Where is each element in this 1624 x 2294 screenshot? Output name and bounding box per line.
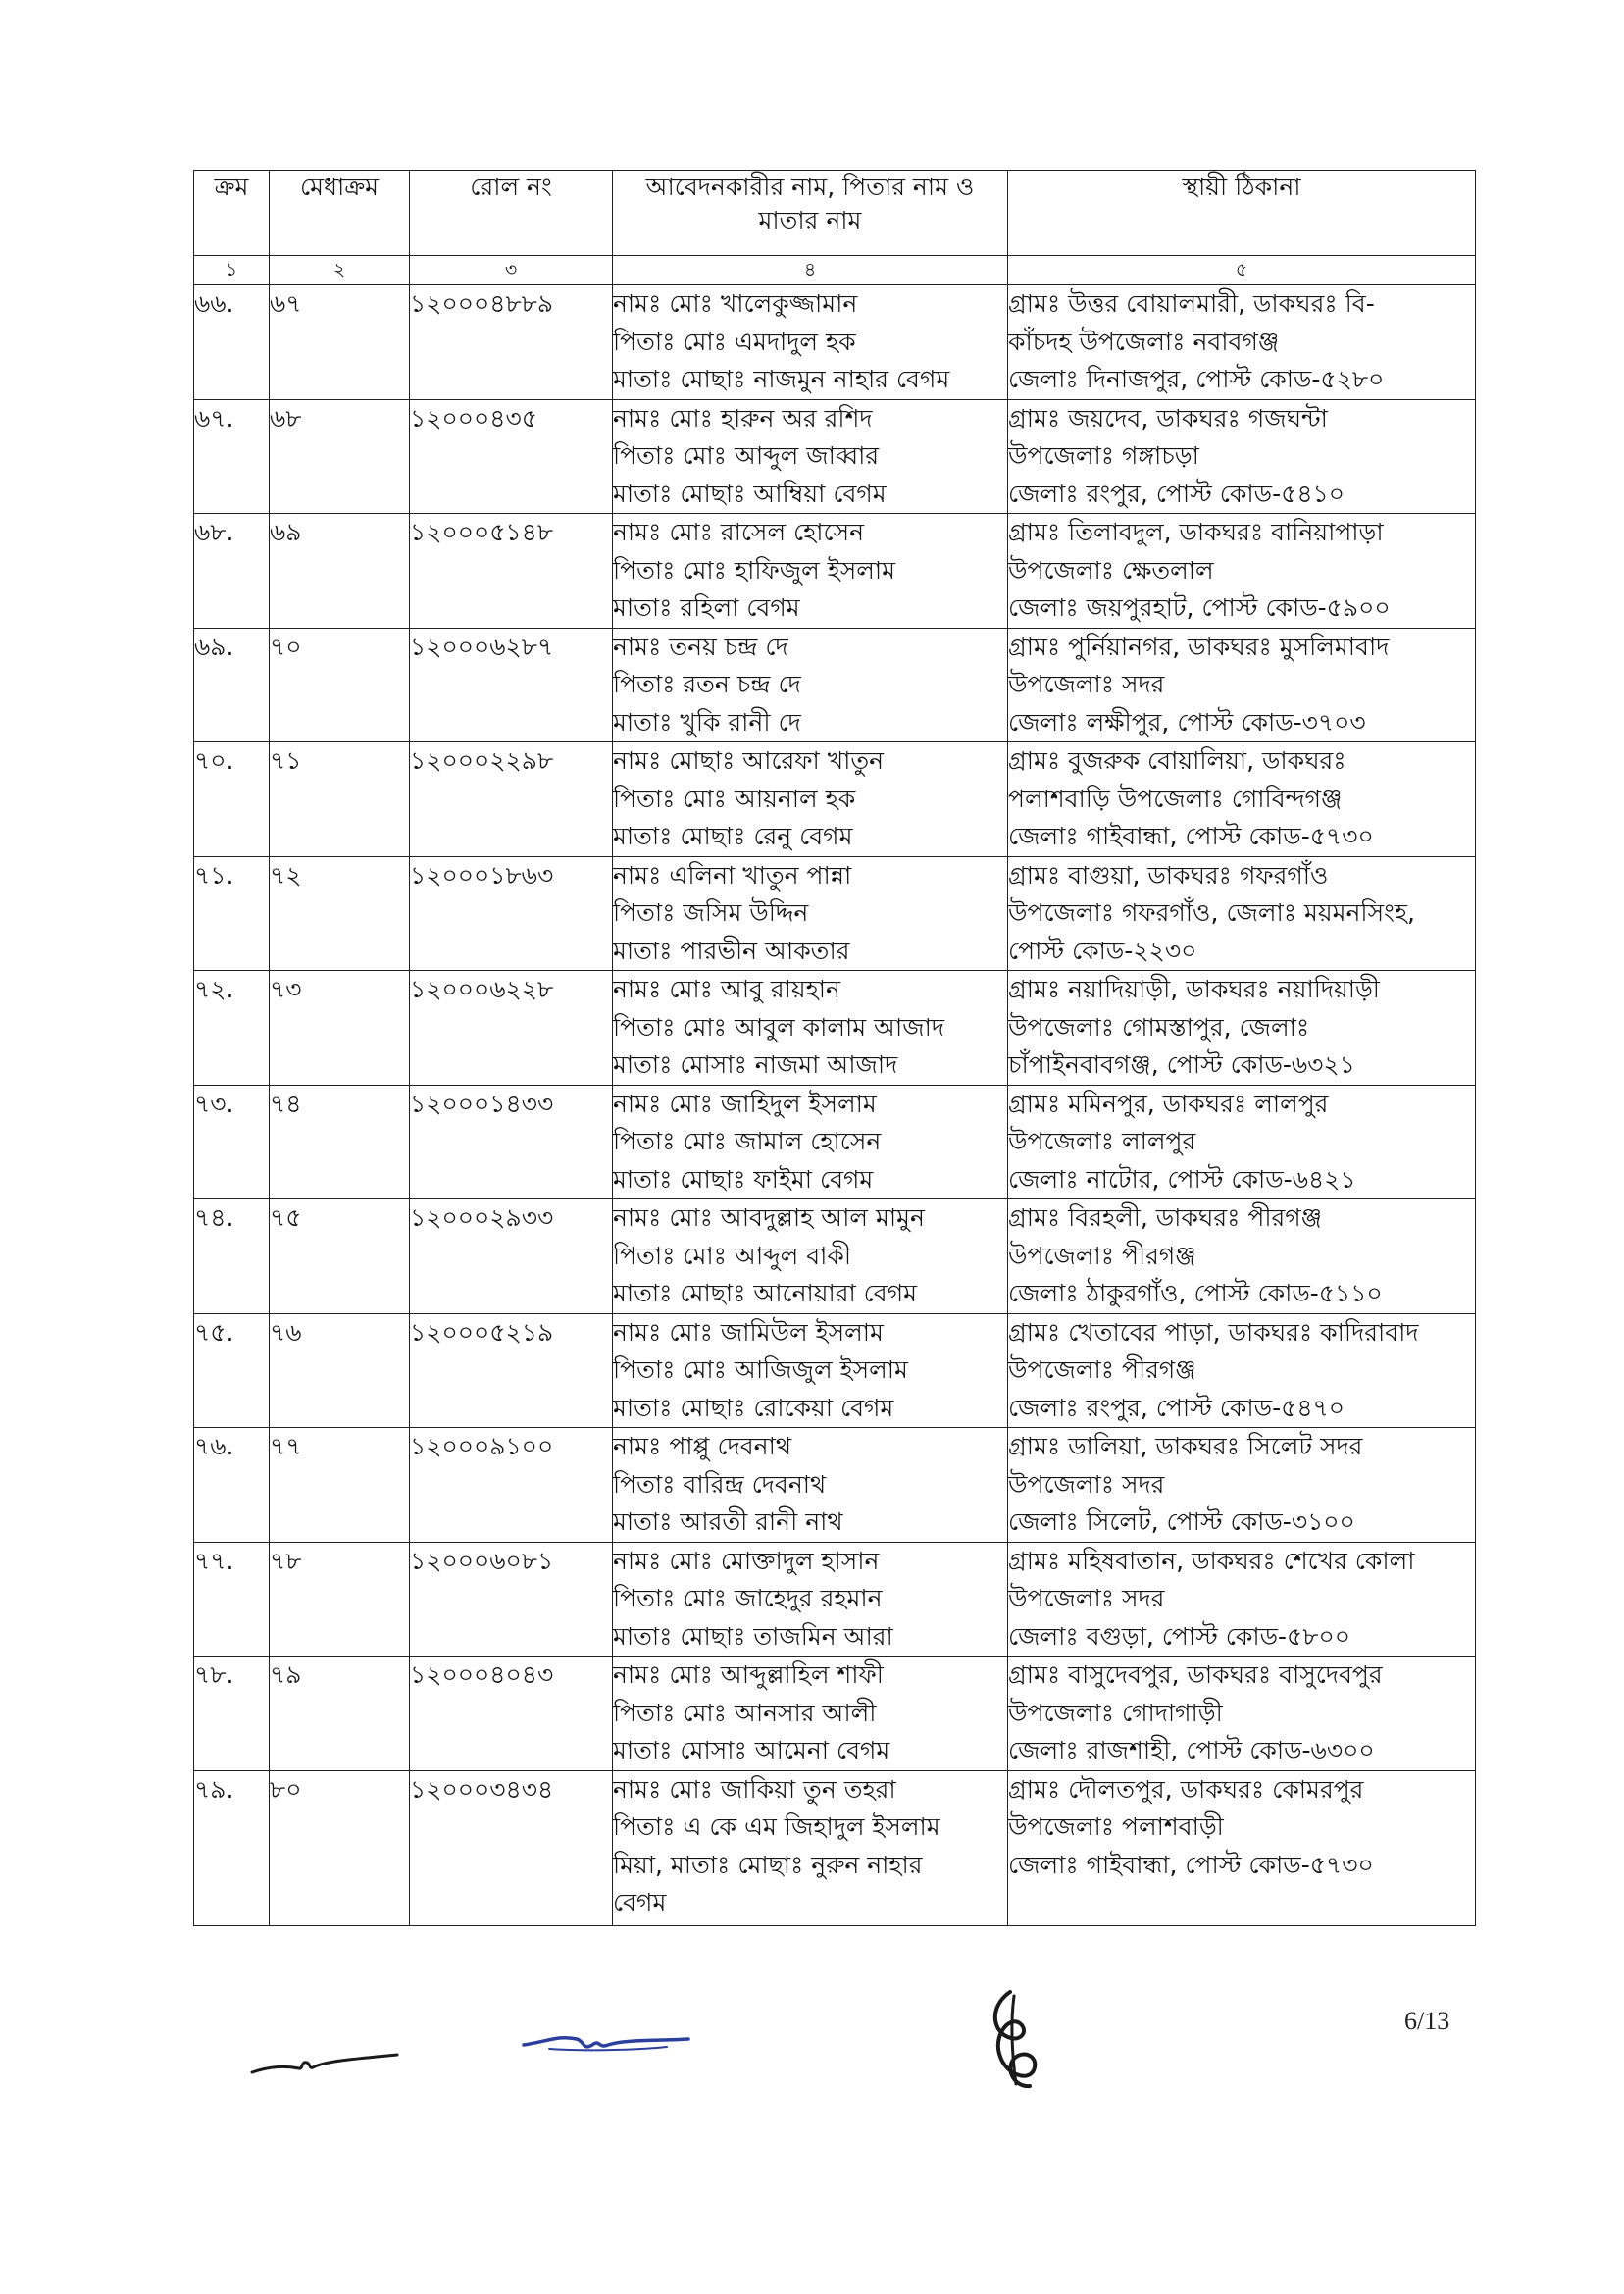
address-cell — [1008, 1542, 1476, 1657]
name-cell — [613, 628, 1008, 742]
address-line: গ্রামঃ ডালিয়া, ডাকঘরঃ সিলেট সদর — [1008, 1432, 1363, 1460]
roll-cell: ১২০০০৪৩৫ — [410, 399, 613, 514]
name-line: মাতাঃ মোসাঃ আমেনা বেগম — [613, 1736, 890, 1764]
name-line: মাতাঃ পারভীন আকতার — [613, 936, 850, 965]
address-line: উপজেলাঃ পীরগঞ্জ — [1008, 1241, 1196, 1270]
name-line: মাতাঃ মোছাঃ তাজমিন আরা — [613, 1621, 893, 1651]
serial-cell: ৭০. — [194, 742, 270, 857]
address-line: পলাশবাড়ি উপজেলাঃ গোবিন্দগঞ্জ — [1008, 784, 1343, 813]
name-cell — [613, 1428, 1008, 1543]
serial-cell: ৭২. — [194, 971, 270, 1086]
name-line: নামঃ পাপ্পু দেবনাথ — [613, 1432, 792, 1460]
name-line: নামঃ মোঃ জামিউল ইসলাম — [613, 1317, 884, 1347]
name-line: নামঃ মোঃ আবদুল্লাহ আল মামুন — [613, 1203, 925, 1232]
merit-cell: ৭৭ — [270, 1428, 410, 1543]
merit-cell: ৬৮ — [270, 399, 410, 514]
merit-cell: ৭৯ — [270, 1657, 410, 1771]
address-line: উপজেলাঃ পীরগঞ্জ — [1008, 1355, 1196, 1384]
roll-cell: ১২০০০৬২৮৭ — [410, 628, 613, 742]
header-merit: মেধাক্রম — [270, 171, 410, 256]
address-line: গ্রামঃ তিলাবদুল, ডাকঘরঃ বানিয়াপাড়া — [1008, 518, 1384, 546]
column-number: ৩ — [410, 256, 613, 285]
address-line: উপজেলাঃ ক্ষেতলাল — [1008, 555, 1214, 585]
address-cell — [1008, 1085, 1476, 1199]
address-line: গ্রামঃ জয়দেব, ডাকঘরঃ গজঘন্টা — [1008, 403, 1328, 433]
name-cell — [613, 1542, 1008, 1657]
table-row — [194, 1199, 1476, 1314]
merit-cell: ৭৬ — [270, 1313, 410, 1428]
name-cell — [613, 742, 1008, 857]
address-line: জেলাঃ দিনাজপুর, পোস্ট কোড-৫২৮০ — [1008, 365, 1385, 393]
address-line: উপজেলাঃ গোদাগাড়ী — [1008, 1698, 1223, 1727]
name-line: মাতাঃ মোছাঃ আনোয়ারা বেগম — [613, 1279, 917, 1307]
serial-cell: ৭৪. — [194, 1199, 270, 1314]
name-line: পিতাঃ মোঃ আনসার আলী — [613, 1698, 877, 1727]
address-line: গ্রামঃ বাসুদেবপুর, ডাকঘরঃ বাসুদেবপুর — [1008, 1660, 1383, 1689]
roll-cell: ১২০০০২২৯৮ — [410, 742, 613, 857]
roll-cell: ১২০০০৫২১৯ — [410, 1313, 613, 1428]
signature-1 — [250, 2033, 407, 2082]
roll-cell: ১২০০০৪০৪৩ — [410, 1657, 613, 1771]
roll-cell: ১২০০০৬০৮১ — [410, 1542, 613, 1657]
serial-cell: ৭৮. — [194, 1657, 270, 1771]
name-line: নামঃ মোঃ রাসেল হোসেন — [613, 518, 865, 546]
table-row — [194, 514, 1476, 629]
applicant-table — [193, 170, 1476, 1926]
address-line: উপজেলাঃ সদর — [1008, 1469, 1165, 1499]
name-line: নামঃ মোঃ হারুন অর রশিদ — [613, 403, 873, 433]
serial-cell: ৭৬. — [194, 1428, 270, 1543]
name-line: পিতাঃ মোঃ আবুল কালাম আজাদ — [613, 1012, 944, 1042]
column-number: ১ — [194, 256, 270, 285]
name-line: মাতাঃ আরতী রানী নাথ — [613, 1507, 843, 1536]
address-cell — [1008, 742, 1476, 857]
name-cell — [613, 1657, 1008, 1771]
address-line: জেলাঃ সিলেট, পোস্ট কোড-৩১০০ — [1008, 1507, 1355, 1536]
serial-cell: ৭৯. — [194, 1770, 270, 1925]
name-line: মাতাঃ মোছাঃ ফাইমা বেগম — [613, 1164, 874, 1194]
address-line: উপজেলাঃ গফরগাঁও, জেলাঃ ময়মনসিংহ, — [1008, 898, 1415, 927]
name-cell — [613, 971, 1008, 1086]
name-line: নামঃ মোঃ মোক্তাদুল হাসান — [613, 1546, 880, 1575]
address-line: গ্রামঃ মমিনপুর, ডাকঘরঃ লালপুর — [1008, 1089, 1329, 1118]
table-row — [194, 1657, 1476, 1771]
name-line: পিতাঃ মোঃ হাফিজুল ইসলাম — [613, 555, 895, 585]
address-cell — [1008, 514, 1476, 629]
name-line: মাতাঃ মোছাঃ আম্বিয়া বেগম — [613, 479, 887, 508]
table-row — [194, 742, 1476, 857]
header-roll: রোল নং — [410, 171, 613, 256]
address-line: কাঁচদহ উপজেলাঃ নবাবগঞ্জ — [1008, 327, 1280, 356]
address-cell — [1008, 1657, 1476, 1771]
name-line: নামঃ মোঃ জাহিদুল ইসলাম — [613, 1089, 877, 1118]
name-line: মাতাঃ খুকি রানী দে — [613, 707, 801, 737]
address-line: জেলাঃ রংপুর, পোস্ট কোড-৫৪৭০ — [1008, 1393, 1345, 1422]
name-line: পিতাঃ মোঃ আয়নাল হক — [613, 784, 856, 813]
column-number: ৪ — [613, 256, 1008, 285]
name-cell — [613, 1770, 1008, 1925]
address-line: জেলাঃ নাটোর, পোস্ট কোড-৬৪২১ — [1008, 1164, 1356, 1194]
address-line: গ্রামঃ উত্তর বোয়ালমারী, ডাকঘরঃ বি- — [1008, 289, 1375, 318]
serial-cell: ৬৯. — [194, 628, 270, 742]
roll-cell: ১২০০০১৮৬৩ — [410, 856, 613, 971]
merit-cell: ৭৫ — [270, 1199, 410, 1314]
name-line: নামঃ মোঃ জাকিয়া তুন তহরা — [613, 1774, 896, 1804]
address-cell — [1008, 285, 1476, 400]
table-row — [194, 971, 1476, 1086]
name-line: মাতাঃ মোছাঃ নাজমুন নাহার বেগম — [613, 365, 950, 393]
address-line: জেলাঃ বগুড়া, পোস্ট কোড-৫৮০০ — [1008, 1621, 1351, 1651]
address-cell — [1008, 971, 1476, 1086]
address-line: জেলাঃ লক্ষীপুর, পোস্ট কোড-৩৭০৩ — [1008, 707, 1366, 737]
serial-cell: ৬৮. — [194, 514, 270, 629]
name-cell — [613, 1313, 1008, 1428]
name-line: পিতাঃ মোঃ এমদাদুল হক — [613, 327, 856, 356]
serial-cell: ৬৬. — [194, 285, 270, 400]
address-cell — [1008, 1199, 1476, 1314]
address-cell — [1008, 1428, 1476, 1543]
name-line: পিতাঃ রতন চন্দ্র দে — [613, 670, 801, 698]
table-row — [194, 1770, 1476, 1925]
name-cell — [613, 399, 1008, 514]
column-number: ২ — [270, 256, 410, 285]
address-line: গ্রামঃ নয়াদিয়াড়ী, ডাকঘরঃ নয়াদিয়াড়ী — [1008, 975, 1380, 1003]
header-name: আবেদনকারীর নাম, পিতার নাম ও মাতার নাম — [613, 171, 1008, 256]
address-line: উপজেলাঃ সদর — [1008, 670, 1165, 698]
merit-cell: ৭১ — [270, 742, 410, 857]
roll-cell: ১২০০০৫১৪৮ — [410, 514, 613, 629]
name-cell — [613, 1199, 1008, 1314]
name-line: পিতাঃ মোঃ আব্দুল জাব্বার — [613, 441, 880, 470]
merit-cell: ৭৪ — [270, 1085, 410, 1199]
address-line: জেলাঃ জয়পুরহাট, পোস্ট কোড-৫৯০০ — [1008, 593, 1391, 622]
header-serial: ক্রম — [194, 171, 270, 256]
name-line: মাতাঃ রহিলা বেগম — [613, 593, 800, 622]
table-row — [194, 1313, 1476, 1428]
merit-cell: ৬৯ — [270, 514, 410, 629]
signature-3 — [971, 1986, 1059, 2094]
address-line: উপজেলাঃ গোমস্তাপুর, জেলাঃ — [1008, 1012, 1310, 1042]
merit-cell: ৮০ — [270, 1770, 410, 1925]
column-number-row — [194, 256, 1476, 285]
signature-2 — [520, 2025, 696, 2061]
name-line: পিতাঃ মোঃ জামাল হোসেন — [613, 1127, 882, 1155]
serial-cell: ৬৭. — [194, 399, 270, 514]
address-line: চাঁপাইনবাবগঞ্জ, পোস্ট কোড-৬৩২১ — [1008, 1050, 1355, 1079]
roll-cell: ১২০০০৪৮৮৯ — [410, 285, 613, 400]
merit-cell: ৭০ — [270, 628, 410, 742]
address-line: উপজেলাঃ গঙ্গাচড়া — [1008, 441, 1199, 470]
address-line: গ্রামঃ খেতাবের পাড়া, ডাকঘরঃ কাদিরাবাদ — [1008, 1317, 1419, 1347]
name-line: নামঃ এলিনা খাতুন পান্না — [613, 860, 852, 890]
name-cell — [613, 1085, 1008, 1199]
name-line: বেগম — [613, 1888, 667, 1916]
name-line: পিতাঃ জসিম উদ্দিন — [613, 898, 809, 927]
header-row — [194, 171, 1476, 256]
address-line: গ্রামঃ বিরহলী, ডাকঘরঃ পীরগঞ্জ — [1008, 1203, 1322, 1232]
roll-cell: ১২০০০৩৪৩৪ — [410, 1770, 613, 1925]
roll-cell: ১২০০০২৯৩৩ — [410, 1199, 613, 1314]
name-line: নামঃ মোঃ আব্দুল্লাহিল শাফী — [613, 1660, 884, 1689]
name-line: মাতাঃ মোসাঃ নাজমা আজাদ — [613, 1050, 898, 1079]
name-line: নামঃ মোঃ খালেকুজ্জামান — [613, 289, 858, 318]
name-line: মাতাঃ মোছাঃ রেনু বেগম — [613, 822, 853, 850]
table-row — [194, 856, 1476, 971]
serial-cell: ৭৫. — [194, 1313, 270, 1428]
address-line: জেলাঃ রাজশাহী, পোস্ট কোড-৬৩০০ — [1008, 1736, 1375, 1764]
table-row — [194, 285, 1476, 400]
table-row — [194, 399, 1476, 514]
address-line: গ্রামঃ দৌলতপুর, ডাকঘরঃ কোমরপুর — [1008, 1774, 1364, 1804]
address-line: জেলাঃ ঠাকুরগাঁও, পোস্ট কোড-৫১১০ — [1008, 1279, 1383, 1307]
merit-cell: ৭৩ — [270, 971, 410, 1086]
merit-cell: ৭৮ — [270, 1542, 410, 1657]
name-line: নামঃ তনয় চন্দ্র দে — [613, 632, 788, 661]
address-line: গ্রামঃ মহিষবাতান, ডাকঘরঃ শেখের কোলা — [1008, 1546, 1415, 1575]
table-row — [194, 1542, 1476, 1657]
name-line: মিয়া, মাতাঃ মোছাঃ নুরুন নাহার — [613, 1850, 923, 1879]
address-cell — [1008, 856, 1476, 971]
address-cell — [1008, 1770, 1476, 1925]
serial-cell: ৭১. — [194, 856, 270, 971]
address-line: উপজেলাঃ পলাশবাড়ী — [1008, 1812, 1224, 1841]
address-line: গ্রামঃ বাগুয়া, ডাকঘরঃ গফরগাঁও — [1008, 860, 1329, 890]
name-line: নামঃ মোঃ আবু রায়হান — [613, 975, 840, 1003]
address-line: গ্রামঃ পুর্নিয়ানগর, ডাকঘরঃ মুসলিমাবাদ — [1008, 632, 1390, 661]
serial-cell: ৭৭. — [194, 1542, 270, 1657]
address-line: উপজেলাঃ সদর — [1008, 1584, 1165, 1612]
name-line: পিতাঃ মোঃ আব্দুল বাকী — [613, 1241, 852, 1270]
address-line: গ্রামঃ বুজরুক বোয়ালিয়া, ডাকঘরঃ — [1008, 746, 1346, 775]
name-line: পিতাঃ বারিন্দ্র দেবনাথ — [613, 1469, 827, 1499]
name-line: পিতাঃ মোঃ আজিজুল ইসলাম — [613, 1355, 908, 1384]
name-line: পিতাঃ মোঃ জাহেদুর রহমান — [613, 1584, 883, 1612]
merit-cell: ৭২ — [270, 856, 410, 971]
roll-cell: ১২০০০৬২২৮ — [410, 971, 613, 1086]
name-line: মাতাঃ মোছাঃ রোকেয়া বেগম — [613, 1393, 894, 1422]
column-number: ৫ — [1008, 256, 1476, 285]
address-line: জেলাঃ রংপুর, পোস্ট কোড-৫৪১০ — [1008, 479, 1345, 508]
name-cell — [613, 856, 1008, 971]
roll-cell: ১২০০০১৪৩৩ — [410, 1085, 613, 1199]
roll-cell: ১২০০০৯১০০ — [410, 1428, 613, 1543]
address-line: উপজেলাঃ লালপুর — [1008, 1127, 1196, 1155]
table-row — [194, 628, 1476, 742]
name-cell — [613, 514, 1008, 629]
address-cell — [1008, 399, 1476, 514]
address-line: পোস্ট কোড-২২৩০ — [1008, 936, 1197, 965]
name-line: পিতাঃ এ কে এম জিহাদুল ইসলাম — [613, 1812, 940, 1841]
table-row — [194, 1428, 1476, 1543]
address-line: জেলাঃ গাইবান্ধা, পোস্ট কোড-৫৭৩০ — [1008, 822, 1374, 850]
address-line: জেলাঃ গাইবান্ধা, পোস্ট কোড-৫৭৩০ — [1008, 1850, 1374, 1879]
address-cell — [1008, 1313, 1476, 1428]
name-cell — [613, 285, 1008, 400]
header-address: স্থায়ী ঠিকানা — [1008, 171, 1476, 256]
address-cell — [1008, 628, 1476, 742]
table-row — [194, 1085, 1476, 1199]
merit-cell: ৬৭ — [270, 285, 410, 400]
page-number: 6/13 — [1404, 2007, 1450, 2035]
name-line: নামঃ মোছাঃ আরেফা খাতুন — [613, 746, 885, 775]
serial-cell: ৭৩. — [194, 1085, 270, 1199]
